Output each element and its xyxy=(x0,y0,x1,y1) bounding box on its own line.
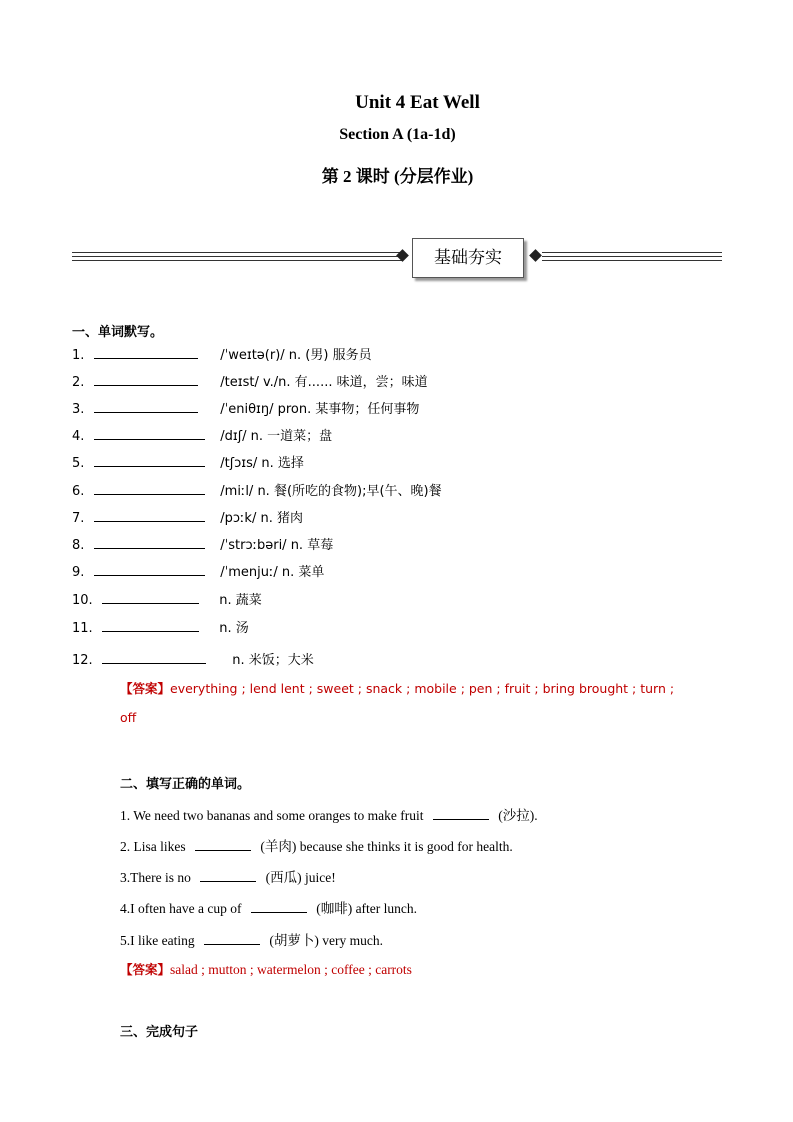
answer-blank[interactable] xyxy=(94,427,205,440)
answer-blank[interactable] xyxy=(102,651,206,664)
answer-blank[interactable] xyxy=(94,373,198,386)
list-item: 1. We need two bananas and some oranges to make fruit (沙拉). xyxy=(120,808,538,823)
list-item: 2. Lisa likes (羊肉) because she thinks it is good for health. xyxy=(120,839,513,854)
list-item: 8. /ˈstrɔːbəri/ n. 草莓 xyxy=(72,538,334,553)
diamond-right-icon xyxy=(529,249,542,262)
section-subtitle: Section A (1a-1d) xyxy=(339,126,456,143)
banner-label: 基础夯实 xyxy=(434,248,502,268)
list-item: 6. /miːl/ n. 餐(所吃的食物);早(午、晚)餐 xyxy=(72,484,442,499)
page-title: Unit 4 Eat Well xyxy=(355,92,480,113)
answer-blank[interactable] xyxy=(94,346,198,359)
lesson-subtitle: 第 2 课时 (分层作业) xyxy=(321,167,474,186)
answer-blank[interactable] xyxy=(94,400,198,413)
list-item: 7. /pɔːk/ n. 猪肉 xyxy=(72,511,303,526)
list-item: 3.There is no (西瓜) juice! xyxy=(120,870,336,885)
answer-blank[interactable] xyxy=(94,536,205,549)
part3-heading: 三、完成句子 xyxy=(120,1025,199,1040)
answer-blank[interactable] xyxy=(94,454,205,467)
answer-blank[interactable] xyxy=(200,869,256,882)
answer-blank[interactable] xyxy=(94,563,205,576)
list-item: 11. n. 汤 xyxy=(72,621,249,636)
answer-blank[interactable] xyxy=(102,591,199,604)
answer-blank[interactable] xyxy=(433,807,489,820)
part2-heading: 二、填写正确的单词。 xyxy=(120,777,251,792)
list-item: 1. /ˈweɪtə(r)/ n. (男) 服务员 xyxy=(72,348,372,363)
list-item: 12. n. 米饭；大米 xyxy=(72,653,314,668)
part1-heading: 一、单词默写。 xyxy=(72,325,164,340)
answer-blank[interactable] xyxy=(94,509,205,522)
answer-blank[interactable] xyxy=(195,838,251,851)
list-item: 4.I often have a cup of (咖啡) after lunch. xyxy=(120,901,418,916)
list-item: 3. /ˈeniθɪŋ/ pron. 某事物；任何事物 xyxy=(72,402,420,417)
part1-answer: 【答案】everything ; lend lent ; sweet ; snack ; mobile ; pen ; fruit ; bring brought ; turn ; xyxy=(120,681,675,696)
list-item: 5. /tʃɔɪs/ n. 选择 xyxy=(72,456,304,471)
list-item: 4. /dɪʃ/ n. 一道菜；盘 xyxy=(72,429,333,444)
list-item: 2. /teɪst/ v./n. 有...... 味道，尝；味道 xyxy=(72,375,428,390)
answer-blank[interactable] xyxy=(251,900,307,913)
list-item: 5.I like eating (胡萝卜) very much. xyxy=(120,933,383,948)
part1-answer-continued: off xyxy=(120,710,137,725)
part2-answer: 【答案】salad ; mutton ; watermelon ; coffee ; carrots xyxy=(120,962,412,977)
answer-blank[interactable] xyxy=(204,932,260,945)
answer-blank[interactable] xyxy=(94,482,205,495)
list-item: 10. n. 蔬菜 xyxy=(72,593,262,608)
list-item: 9. /ˈmenjuː/ n. 菜单 xyxy=(72,565,325,580)
answer-blank[interactable] xyxy=(102,619,199,632)
